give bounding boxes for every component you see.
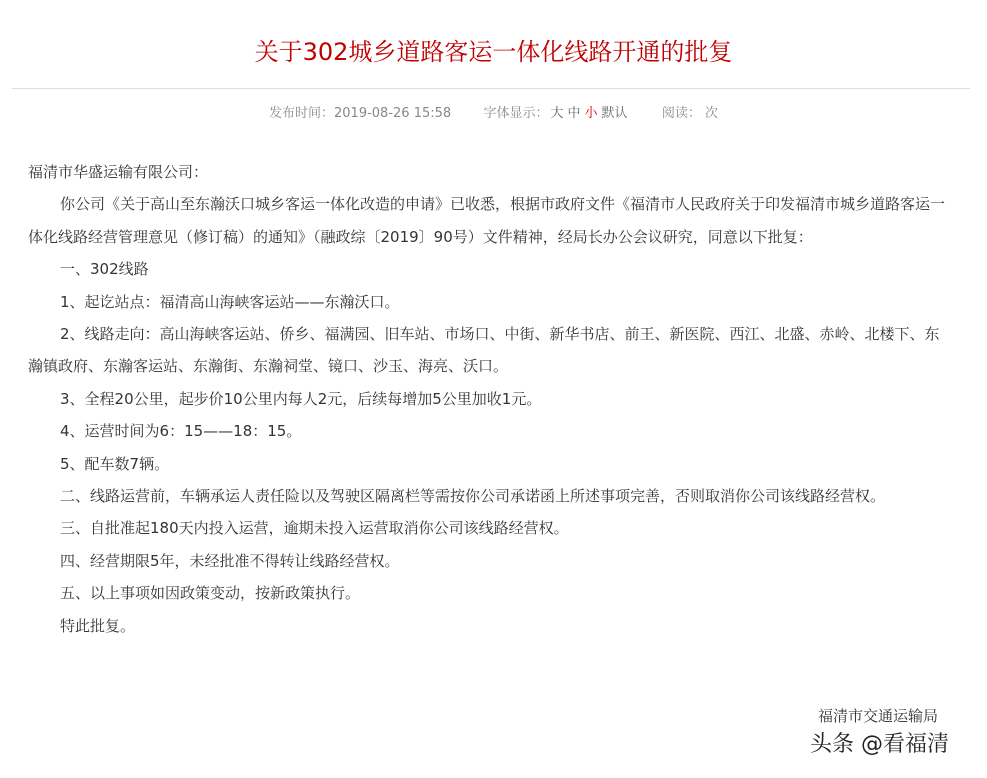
- paragraph: 五、以上事项如因政策变动，按新政策执行。: [60, 584, 361, 603]
- read-count-unit: 次: [704, 106, 718, 121]
- page-title: 关于302城乡道路客运一体化线路开通的批复: [254, 38, 733, 66]
- article-meta: [0, 104, 987, 124]
- title-divider: [12, 88, 970, 89]
- article-body: [28, 156, 954, 642]
- font-size-label: 字体显示：: [483, 106, 549, 121]
- salutation: 福清市华盛运输有限公司：: [28, 163, 209, 181]
- paragraph: 4、运营时间为6：15——18：15。: [60, 422, 302, 441]
- publish-time: 2019-08-26 15:58: [334, 106, 452, 121]
- paragraph: 你公司《关于高山至东瀚沃口城乡客运一体化改造的申请》已收悉，根据市政府文件《福清市人民政府关于印发福清市城乡道路客运一体化线路经营管理意见（修订稿）的通知》（融政综〔2019〕90号）文件精神，经局长办公会议研究，同意以下批复：: [28, 195, 946, 246]
- paragraph: 2、线路走向：高山海峡客运站、侨乡、福满园、旧车站、市场口、中街、新华书店、前王、新医院、西江、北盛、赤岭、北楼下、东瀚镇政府、东瀚客运站、东瀚街、东瀚祠堂、镜口、沙玉、海亮、沃口。: [28, 325, 940, 376]
- publish-time-label: 发布时间：: [269, 106, 335, 121]
- issuer-signature: 福清市交通运输局: [818, 707, 939, 725]
- source-watermark: 头条 @看福清: [810, 732, 949, 757]
- paragraph: 1、起讫站点：福清高山海峡客运站——东瀚沃口。: [60, 292, 400, 311]
- paragraph: 三、自批准起180天内投入运营，逾期未投入运营取消你公司该线路经营权。: [60, 519, 569, 538]
- font-size-small-button[interactable]: 小: [584, 106, 598, 121]
- font-size-large-button[interactable]: 大: [550, 106, 564, 121]
- read-count-label: 阅读：: [661, 106, 701, 121]
- paragraph: 一、302线路: [60, 260, 149, 279]
- paragraph: 四、经营期限5年，未经批准不得转让线路经营权。: [60, 551, 400, 570]
- paragraph: 3、全程20公里，起步价10公里内每人2元，后续每增加5公里加收1元。: [60, 389, 542, 408]
- paragraph: 二、线路运营前，车辆承运人责任险以及驾驶区隔离栏等需按你公司承诺函上所述事项完善，否则取消你公司该线路经营权。: [60, 487, 886, 506]
- font-size-medium-button[interactable]: 中: [567, 106, 581, 121]
- font-size-default-button[interactable]: 默认: [601, 106, 628, 121]
- closing-line: 特此批复。: [60, 616, 136, 635]
- paragraph: 5、配车数7辆。: [60, 454, 170, 473]
